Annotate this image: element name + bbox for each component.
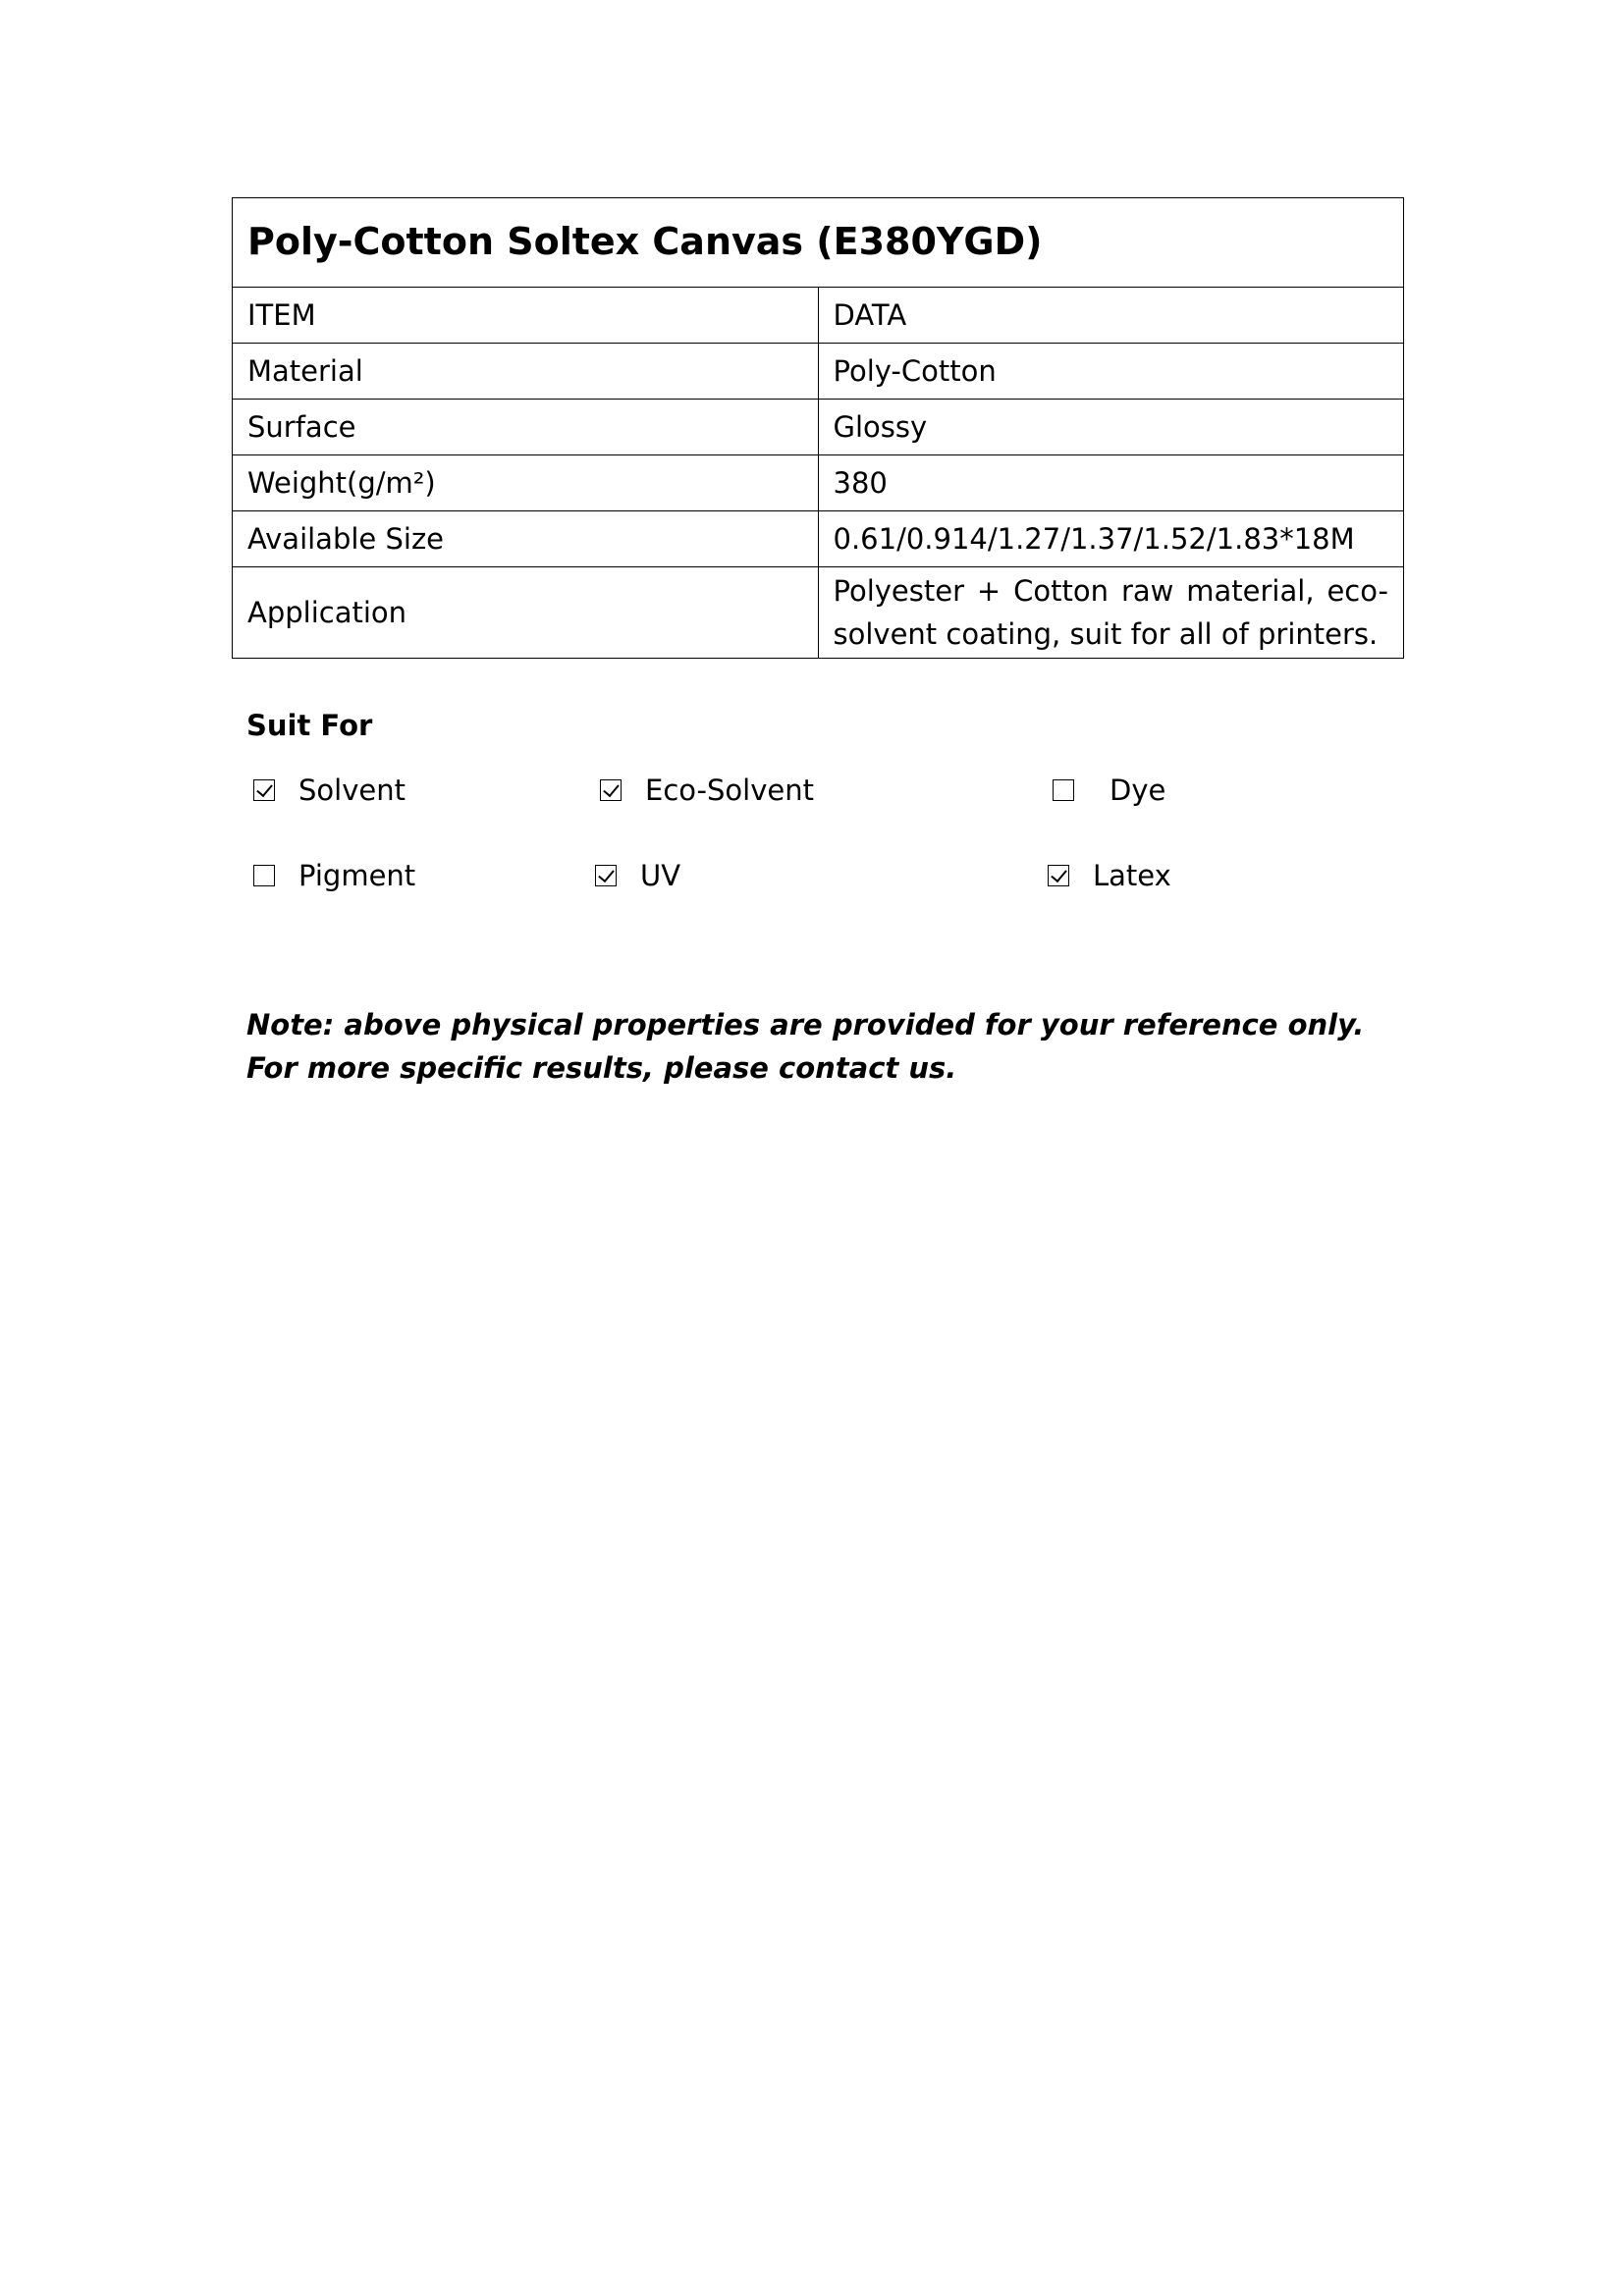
table-title: Poly-Cotton Soltex Canvas (E380YGD) [233, 198, 1404, 288]
note-line-2: For more specific results, please contact us. [246, 1051, 957, 1085]
option-eco-solvent [600, 774, 814, 807]
header-data: DATA [818, 288, 1404, 344]
row-label: Surface [233, 400, 819, 455]
table-row [233, 400, 1404, 455]
checked-box-icon [595, 865, 617, 886]
checked-box-icon [253, 779, 275, 801]
row-label: Available Size [233, 511, 819, 567]
table-header-row [233, 288, 1404, 344]
row-label: Material [233, 344, 819, 400]
spec-table [232, 197, 1404, 659]
checked-box-icon [1048, 865, 1069, 886]
row-value: Polyester + Cotton raw material, eco-solvent coating, suit for all of printers. [818, 567, 1404, 659]
header-item: ITEM [233, 288, 819, 344]
option-label: Solvent [298, 774, 406, 807]
suit-for-heading: Suit For [246, 709, 373, 742]
empty-box-icon [253, 865, 275, 886]
option-dye [1053, 774, 1165, 807]
row-value: Glossy [818, 400, 1404, 455]
option-label: Dye [1110, 774, 1166, 807]
checked-box-icon [600, 779, 622, 801]
row-value: 0.61/0.914/1.27/1.37/1.52/1.83*18M [818, 511, 1404, 567]
option-latex [1048, 859, 1171, 892]
table-title-row [233, 198, 1404, 288]
empty-box-icon [1053, 779, 1074, 801]
note-line-1: Note: above physical properties are provided for your reference only. [246, 1008, 1365, 1041]
option-solvent [253, 774, 406, 807]
row-label: Application [233, 567, 819, 659]
table-row [233, 344, 1404, 400]
option-label: Latex [1093, 859, 1171, 892]
option-pigment [253, 859, 415, 892]
option-label: UV [640, 859, 681, 892]
option-uv [595, 859, 680, 892]
table-row [233, 567, 1404, 659]
table-row [233, 455, 1404, 511]
row-label: Weight(g/m²) [233, 455, 819, 511]
row-value: Poly-Cotton [818, 344, 1404, 400]
row-value: 380 [818, 455, 1404, 511]
option-label: Eco-Solvent [645, 774, 814, 807]
reference-note [246, 1003, 1364, 1090]
option-label: Pigment [298, 859, 416, 892]
table-row [233, 511, 1404, 567]
